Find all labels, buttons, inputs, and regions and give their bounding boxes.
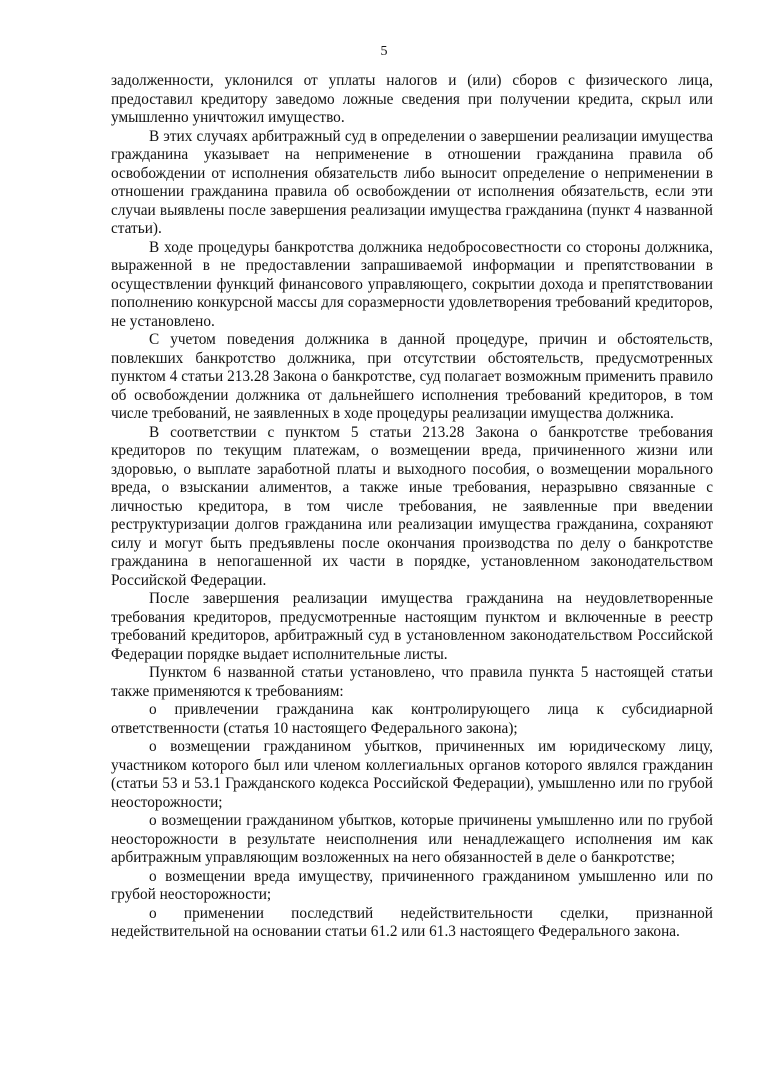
list-item-5: о применении последствий недействительности сделки, признанной недействительной на основании статьи 61.2 или 61.3 настоящего Федерального закона. bbox=[111, 904, 713, 940]
paragraph-7: Пунктом 6 названной статьи установлено, что правила пункта 5 настоящей статьи также применяются к требованиям: bbox=[111, 664, 713, 700]
list-item-3: о возмещении гражданином убытков, которые причинены умышленно или по грубой неосторожности в результате неисполнения или ненадлежащего исполнения им как арбитражным управляющим возложенных на него обязанностей в деле о банкротстве; bbox=[111, 812, 713, 866]
list-item-2: о возмещении гражданином убытков, причиненных им юридическому лицу, участником которого был или членом коллегиальных органов которого являлся гражданин (статьи 53 и 53.1 Гражданского кодекса Российской Федерации), умышленно или по грубой неосторожности; bbox=[111, 738, 713, 811]
paragraph-6: После завершения реализации имущества гражданина на неудовлетворенные требования кредиторов, предусмотренные настоящим пунктом и включенные в реестр требований кредиторов, арбитражный суд в установленном законодательством Российской Федерации порядке выдает исполнительные листы. bbox=[111, 590, 713, 663]
document-body bbox=[111, 72, 713, 942]
paragraph-1: задолженности, уклонился от уплаты налогов и (или) сборов с физического лица, предоставил кредитору заведомо ложные сведения при получении кредита, скрыл или умышленно уничтожил имущество. bbox=[111, 72, 713, 126]
list-item-1: о привлечении гражданина как контролирующего лица к субсидиарной ответственности (статья 10 настоящего Федерального закона); bbox=[111, 701, 713, 737]
paragraph-5: В соответствии с пунктом 5 статьи 213.28 Закона о банкротстве требования кредиторов по текущим платежам, о возмещении вреда, причиненного жизни или здоровью, о выплате заработной платы и выходного пособия, о возмещении морального вреда, о взыскании алиментов, а также иные требования, неразрывно связанные с личностью кредитора, в том числе требования, не заявленные при введении реструктуризации долгов гражданина или реализации имущества гражданина, сохраняют силу и могут быть предъявлены после окончания производства по делу о банкротстве гражданина в непогашенной их части в порядке, установленном законодательством Российской Федерации. bbox=[111, 423, 713, 589]
list-item-4: о возмещении вреда имуществу, причиненного гражданином умышленно или по грубой неосторожности; bbox=[111, 867, 713, 903]
paragraph-3: В ходе процедуры банкротства должника недобросовестности со стороны должника, выраженной в не предоставлении запрашиваемой информации и препятствовании в осуществлении функций финансового управляющего, сокрытии дохода и препятствовании пополнению конкурсной массы для соразмерности удовлетворения требований кредиторов, не установлено. bbox=[111, 238, 713, 330]
paragraph-4: С учетом поведения должника в данной процедуре, причин и обстоятельств, повлекших банкротство должника, при отсутствии обстоятельств, предусмотренных пунктом 4 статьи 213.28 Закона о банкротстве, суд полагает возможным применить правило об освобождении должника от дальнейшего исполнения требований кредиторов, в том числе требований, не заявленных в ходе процедуры реализации имущества должника. bbox=[111, 331, 713, 422]
paragraph-2: В этих случаях арбитражный суд в определении о завершении реализации имущества гражданина указывает на неприменение в отношении гражданина правила об освобождении от исполнения обязательств либо выносит определение о неприменении в отношении гражданина правила об освобождении от исполнения обязательств, если эти случаи выявлены после завершения реализации имущества гражданина (пункт 4 названной статьи). bbox=[111, 127, 713, 237]
page-number: 5 bbox=[380, 44, 388, 59]
